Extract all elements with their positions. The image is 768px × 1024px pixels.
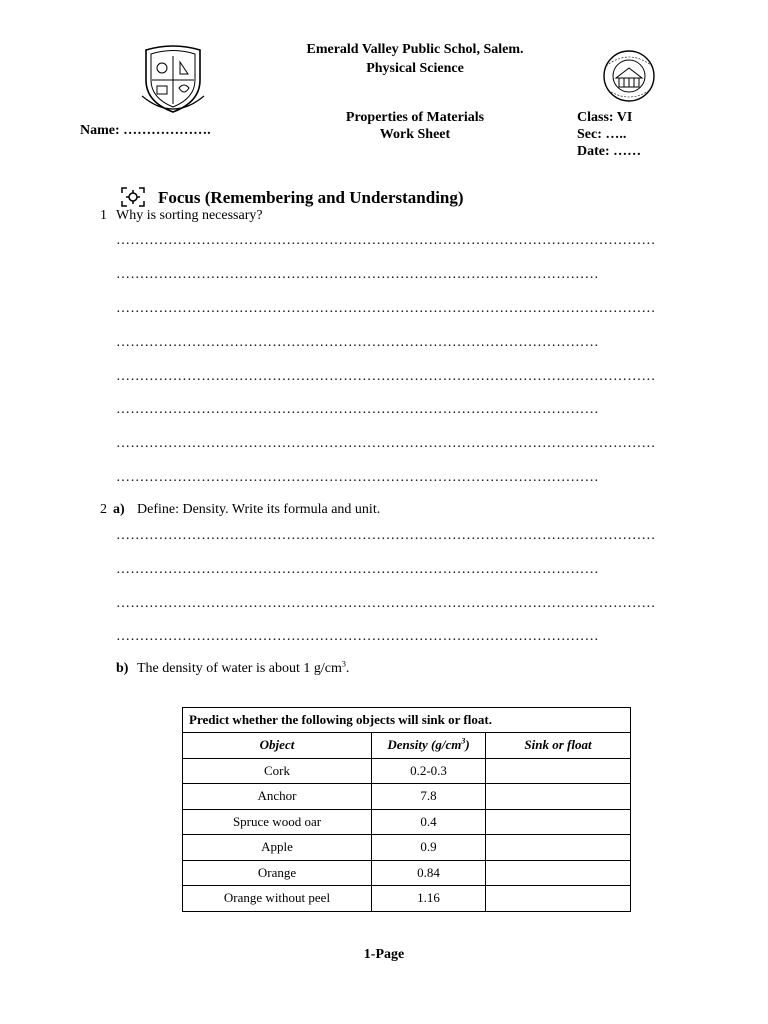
object-cell: Orange bbox=[183, 860, 372, 886]
table-caption: Predict whether the following objects will sink or float. bbox=[183, 708, 631, 733]
object-cell: Spruce wood oar bbox=[183, 809, 372, 835]
class-label: Class: VI bbox=[577, 110, 633, 125]
answer-line[interactable]: …………………………………………………………………………………………………… bbox=[116, 528, 656, 543]
worksheet-title-line1: Properties of Materials bbox=[345, 110, 485, 125]
subquestion-label: a) bbox=[113, 502, 125, 517]
column-header-density bbox=[372, 733, 486, 759]
result-cell[interactable] bbox=[486, 886, 631, 912]
result-cell[interactable] bbox=[486, 809, 631, 835]
answer-line[interactable]: ………………………………………………………………………………………… bbox=[116, 267, 599, 282]
object-cell: Apple bbox=[183, 835, 372, 861]
worksheet-title bbox=[300, 109, 530, 143]
section-label: Sec: ….. bbox=[577, 127, 627, 142]
column-header-result: Sink or float bbox=[486, 733, 631, 759]
class-info bbox=[577, 109, 641, 160]
focus-target-icon bbox=[120, 186, 146, 208]
object-cell: Anchor bbox=[183, 784, 372, 810]
worksheet-title-line2: Work Sheet bbox=[379, 127, 451, 142]
object-cell: Orange without peel bbox=[183, 886, 372, 912]
result-cell[interactable] bbox=[486, 784, 631, 810]
density-cell: 1.16 bbox=[372, 886, 486, 912]
answer-line[interactable]: …………………………………………………………………………………………………… bbox=[116, 301, 656, 316]
water-density-text: The density of water is about 1 g/cm bbox=[137, 661, 342, 676]
result-cell[interactable] bbox=[486, 758, 631, 784]
subquestion-text: Define: Density. Write its formula and unit. bbox=[137, 502, 381, 517]
answer-line[interactable]: ………………………………………………………………………………………… bbox=[116, 335, 599, 350]
table-row bbox=[183, 835, 631, 861]
answer-line[interactable]: …………………………………………………………………………………………………… bbox=[116, 436, 656, 451]
density-cell: 0.2-0.3 bbox=[372, 758, 486, 784]
question-number: 2 bbox=[100, 502, 107, 517]
table-row bbox=[183, 886, 631, 912]
answer-line[interactable]: …………………………………………………………………………………………………… bbox=[116, 596, 656, 611]
object-cell: Cork bbox=[183, 758, 372, 784]
density-cell: 0.9 bbox=[372, 835, 486, 861]
punctuation: . bbox=[345, 661, 350, 676]
subquestion-label: b) bbox=[116, 661, 129, 676]
answer-line[interactable]: …………………………………………………………………………………………………… bbox=[116, 233, 656, 248]
table-row bbox=[183, 758, 631, 784]
answer-line[interactable]: ………………………………………………………………………………………… bbox=[116, 629, 599, 644]
column-header-object: Object bbox=[183, 733, 372, 759]
density-cell: 7.8 bbox=[372, 784, 486, 810]
answer-line[interactable]: ………………………………………………………………………………………… bbox=[116, 470, 599, 485]
section-heading: Focus (Remembering and Understanding) bbox=[158, 188, 464, 207]
date-label: Date: …… bbox=[577, 144, 642, 159]
table-row bbox=[183, 809, 631, 835]
density-header-suffix: ) bbox=[465, 737, 470, 753]
subquestion-text bbox=[137, 661, 349, 677]
answer-line[interactable]: ………………………………………………………………………………………… bbox=[116, 562, 599, 577]
question-text: Why is sorting necessary? bbox=[116, 208, 263, 223]
table-row bbox=[183, 860, 631, 886]
superscript: 3 bbox=[461, 736, 466, 746]
result-cell[interactable] bbox=[486, 835, 631, 861]
question-number: 1 bbox=[100, 208, 107, 223]
superscript: 3 bbox=[341, 659, 346, 669]
density-table bbox=[182, 707, 631, 912]
density-header-text: Density (g/cm bbox=[387, 737, 462, 753]
name-field-label: Name: ………………. bbox=[80, 123, 211, 138]
page-number: 1-Page bbox=[363, 947, 405, 962]
result-cell[interactable] bbox=[486, 860, 631, 886]
subject-title: Physical Science bbox=[366, 61, 464, 76]
density-cell: 0.4 bbox=[372, 809, 486, 835]
density-cell: 0.84 bbox=[372, 860, 486, 886]
table-row bbox=[183, 784, 631, 810]
school-name: Emerald Valley Public Schol, Salem. bbox=[306, 42, 524, 57]
answer-line[interactable]: ………………………………………………………………………………………… bbox=[116, 402, 599, 417]
answer-line[interactable]: …………………………………………………………………………………………………… bbox=[116, 369, 656, 384]
